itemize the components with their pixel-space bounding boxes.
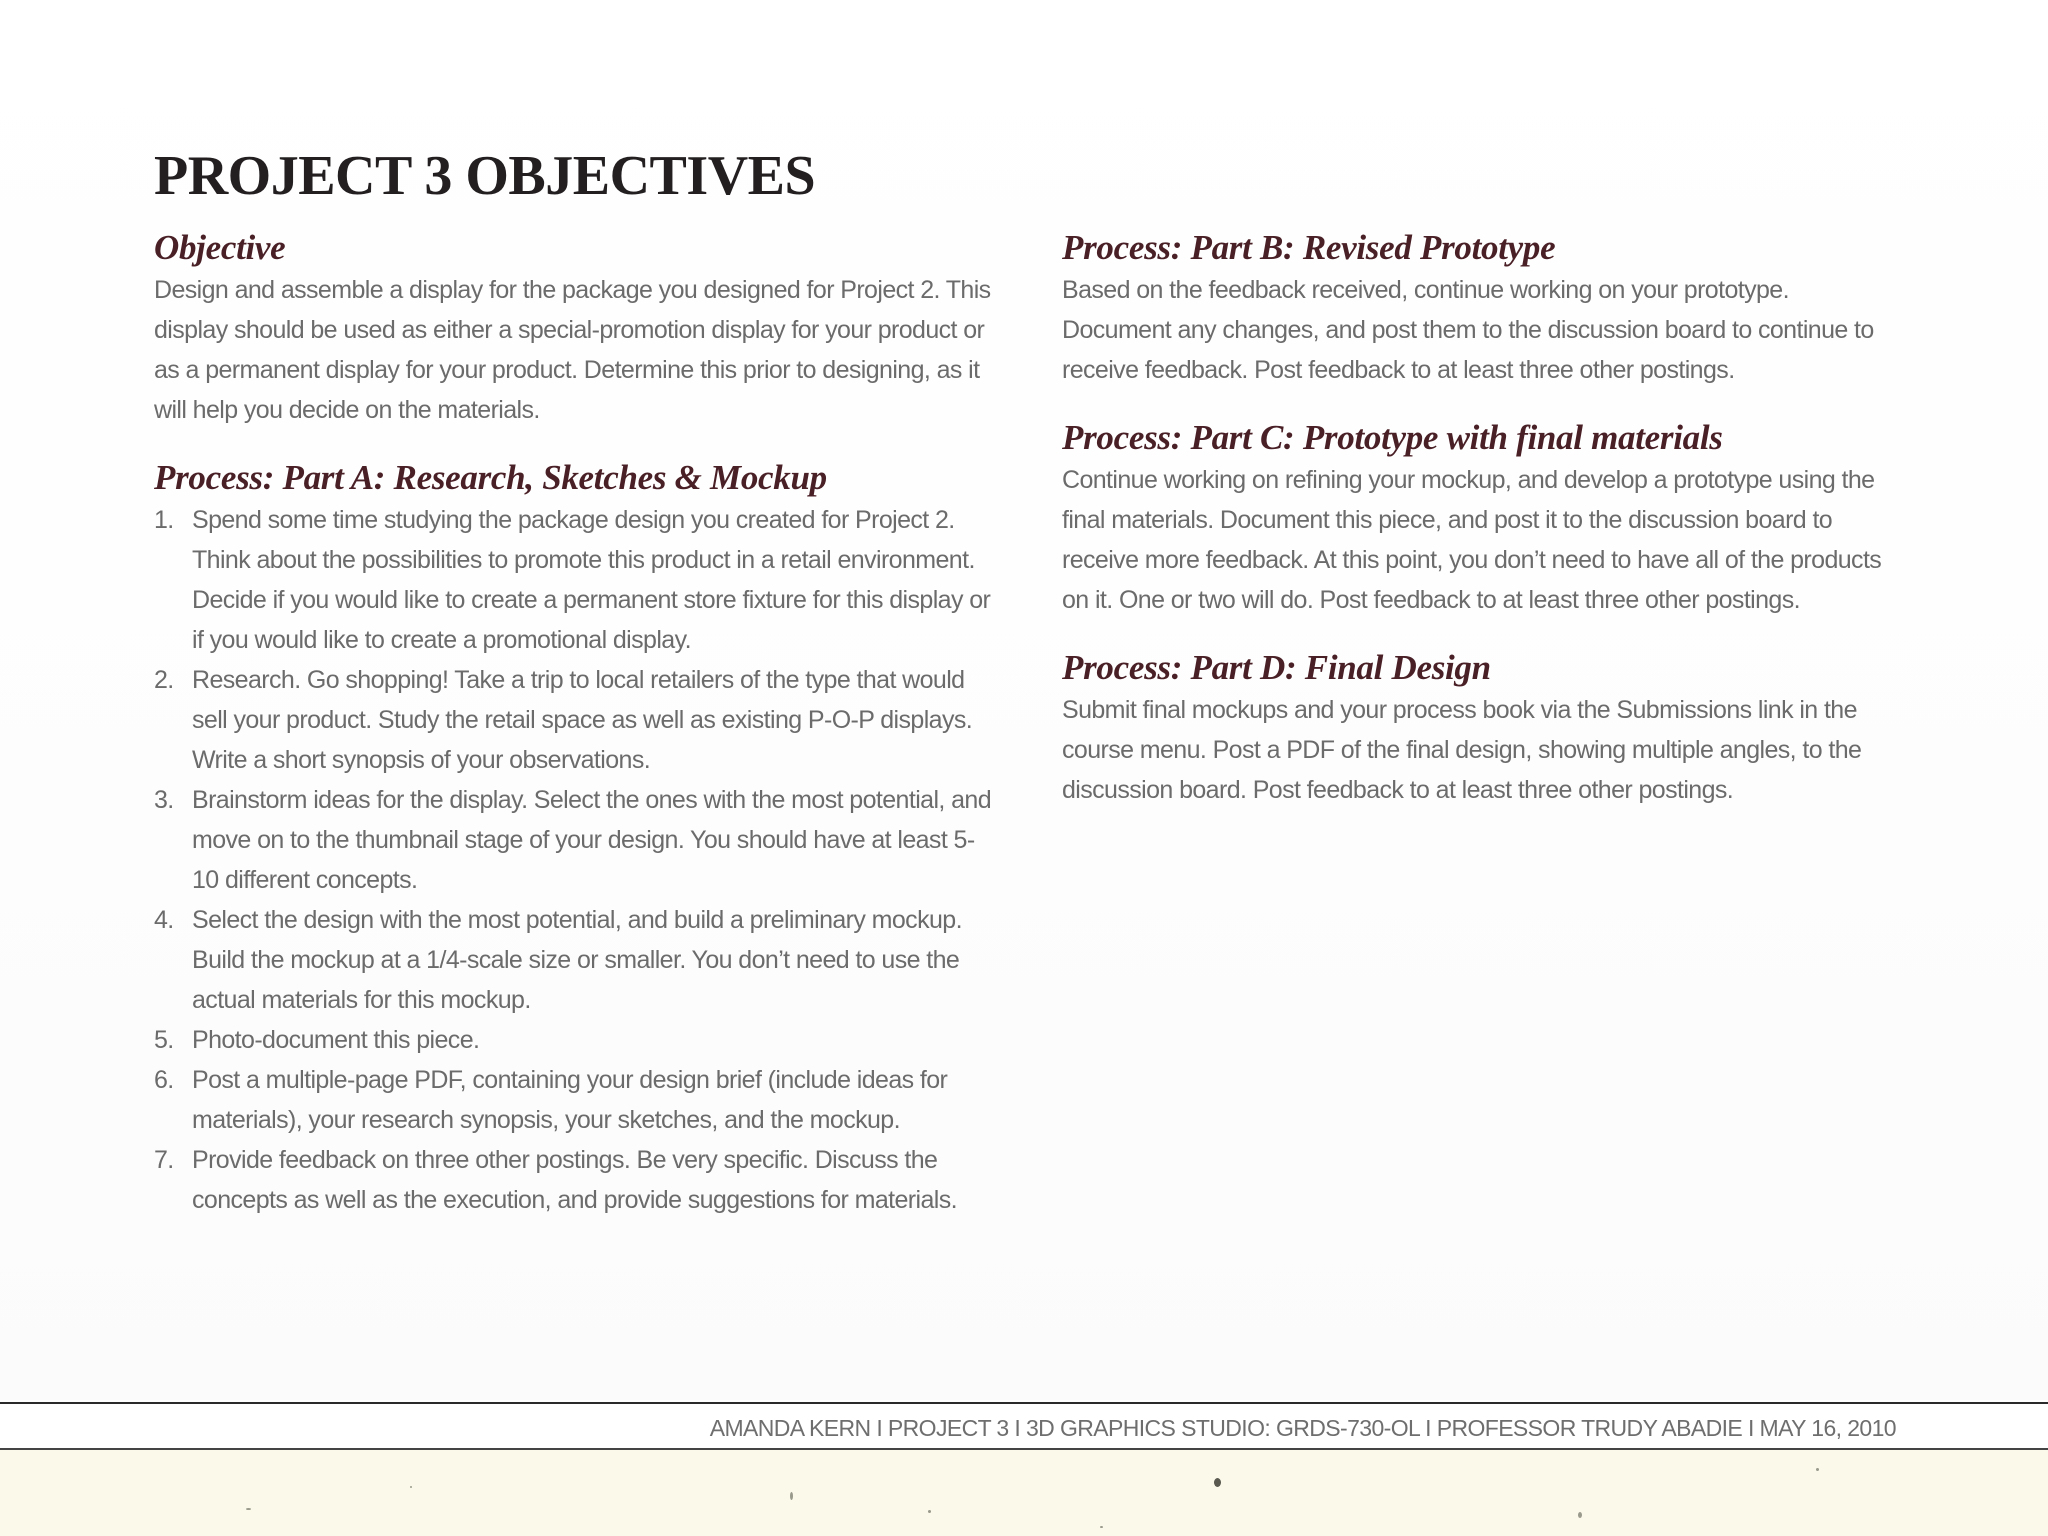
step-number: 5. (154, 1026, 174, 1054)
footer-rule-top (0, 1402, 2048, 1404)
step-text: Post a multiple-page PDF, containing your design brief (include ideas for materials), your research synopsis, your sketches, and the mockup. (192, 1066, 948, 1134)
step-item (154, 780, 994, 900)
step-item (154, 1140, 994, 1220)
part-b-heading: Process: Part B: Revised Prototype (1062, 228, 1556, 267)
objective-body: Design and assemble a display for the package you designed for Project 2. This display should be used as either a special-promotion display for your product or as a permanent display for your product. Determine this prior to designing, as it will help you decide on the materials. (154, 276, 991, 424)
step-number: 7. (154, 1146, 174, 1174)
part-a-steps (154, 500, 994, 1220)
step-item (154, 500, 994, 660)
step-text: Select the design with the most potential, and build a preliminary mockup. Build the mockup at a 1/4-scale size or smaller. You don’t need to use the actual materials for this mockup. (192, 906, 962, 1014)
step-text: Spend some time studying the package design you created for Project 2. Think about the possibilities to promote this product in a retail environment. Decide if you would like to create a permanent store fixture for this display or if you would like to create a promotional display. (192, 506, 991, 654)
paper-speck (410, 1486, 412, 1488)
step-number: 2. (154, 666, 174, 694)
paper-speck (1578, 1512, 1582, 1518)
step-item (154, 1060, 994, 1140)
left-column (154, 226, 994, 1246)
paper-speck (1816, 1468, 1819, 1471)
paper-speck (1100, 1526, 1103, 1528)
step-text: Research. Go shopping! Take a trip to local retailers of the type that would sell your product. Study the retail space as well as existing P-O-P displays. Write a short synopsis of your observations. (192, 666, 973, 774)
part-b-section (1062, 226, 1902, 390)
step-text: Brainstorm ideas for the display. Select the ones with the most potential, and move on to the thumbnail stage of your design. You should have at least 5-10 different concepts. (192, 786, 992, 894)
part-c-body: Continue working on refining your mockup, and develop a prototype using the final materials. Document this piece, and post it to the discussion board to receive more feedback. At this point, you don’t need to have all of the products on it. One or two will do. Post feedback to at least three other postings. (1062, 466, 1882, 614)
paper-speck (928, 1510, 931, 1513)
step-item (154, 900, 994, 1020)
footer-text: AMANDA KERN I PROJECT 3 I 3D GRAPHICS STUDIO: GRDS-730-OL I PROFESSOR TRUDY ABADIE I MAY 16, 2010 (709, 1415, 1896, 1441)
paper-speck (1214, 1478, 1221, 1487)
step-text: Provide feedback on three other postings. Be very specific. Discuss the concepts as well as the execution, and provide suggestions for materials. (192, 1146, 957, 1214)
page-title: PROJECT 3 OBJECTIVES (154, 145, 816, 207)
step-number: 4. (154, 906, 174, 934)
part-d-body: Submit final mockups and your process book via the Submissions link in the course menu. Post a PDF of the final design, showing multiple angles, to the discussion board. Post feedback to at least three other postings. (1062, 696, 1862, 804)
step-text: Photo-document this piece. (192, 1026, 480, 1054)
part-a-heading: Process: Part A: Research, Sketches & Mockup (154, 458, 827, 497)
part-a-section (154, 456, 994, 1220)
step-item (154, 1020, 994, 1060)
paper-speck (790, 1492, 793, 1500)
objective-section (154, 226, 994, 430)
part-c-section (1062, 416, 1902, 620)
step-number: 3. (154, 786, 174, 814)
part-c-heading: Process: Part C: Prototype with final materials (1062, 418, 1723, 457)
right-column (1062, 226, 1902, 836)
objective-heading: Objective (154, 228, 286, 267)
step-item (154, 660, 994, 780)
paper-speck (246, 1508, 251, 1510)
part-b-body: Based on the feedback received, continue working on your prototype. Document any changes, and post them to the discussion board to continue to receive feedback. Post feedback to at least three other postings. (1062, 276, 1874, 384)
step-number: 1. (154, 506, 174, 534)
part-d-heading: Process: Part D: Final Design (1062, 648, 1491, 687)
part-d-section (1062, 646, 1902, 810)
paper-texture-strip (0, 1450, 2048, 1536)
step-number: 6. (154, 1066, 174, 1094)
